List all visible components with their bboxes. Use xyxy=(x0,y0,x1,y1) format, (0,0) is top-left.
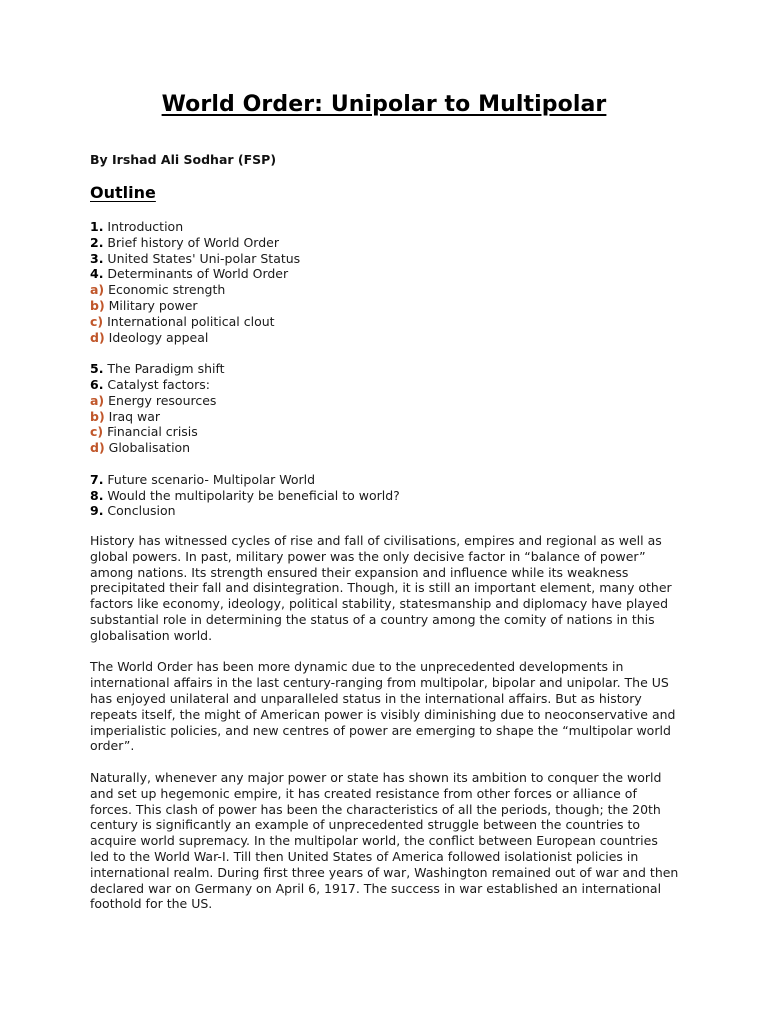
outline-heading: Outline xyxy=(90,183,156,202)
outline-list xyxy=(90,219,690,519)
outline-marker: 3. xyxy=(90,250,104,266)
outline-subitem xyxy=(90,282,690,298)
outline-item xyxy=(90,503,690,519)
outline-spacer xyxy=(90,345,690,361)
outline-marker: 1. xyxy=(90,219,104,234)
outline-subitem xyxy=(90,393,690,409)
outline-item-text: The Paradigm shift xyxy=(103,361,225,377)
outline-item-text: Military power xyxy=(104,297,198,313)
outline-marker: 9. xyxy=(90,503,104,519)
outline-marker: 6. xyxy=(90,376,104,392)
outline-subitem xyxy=(90,424,690,440)
outline-subitem xyxy=(90,330,690,346)
outline-item xyxy=(90,219,690,235)
outline-item-text: Financial crisis xyxy=(103,424,198,440)
outline-item-text: Energy resources xyxy=(104,392,217,408)
outline-item xyxy=(90,377,690,393)
outline-item-text: Brief history of World Order xyxy=(103,234,279,250)
outline-subitem xyxy=(90,314,690,330)
outline-subitem xyxy=(90,409,690,425)
outline-item-text: United States' Uni-polar Status xyxy=(103,250,301,266)
document-title: World Order: Unipolar to Multipolar xyxy=(161,92,607,117)
outline-item xyxy=(90,361,690,377)
outline-item-text: Ideology appeal xyxy=(104,329,209,345)
document-body xyxy=(90,533,680,928)
outline-item-text: Conclusion xyxy=(103,503,176,519)
body-paragraph: Naturally, whenever any major power or state has shown its ambition to conquer the world and set up hegemonic empire, it has created resistance from other forces or alliance of forces. This clash of power has been the characteristics of all the periods, though; the 20th century is significantly an example of unprecedented struggle between the countries to acquire world supremacy. In the multipolar world, the conflict between European countries led to the World War-I. Till then United States of America followed isolationist policies in international realm. During first three years of war, Washington remained out of war and then declared war on Germany on April 6, 1917. The success in war established an international foothold for the US. xyxy=(90,769,679,912)
outline-item xyxy=(90,251,690,267)
outline-item xyxy=(90,266,690,282)
outline-marker: a) xyxy=(90,392,105,408)
outline-item-text: Globalisation xyxy=(104,440,191,456)
outline-item xyxy=(90,235,690,251)
outline-spacer xyxy=(90,456,690,472)
outline-item xyxy=(90,472,690,488)
outline-subitem xyxy=(90,298,690,314)
author-byline: By Irshad Ali Sodhar (FSP) xyxy=(90,152,277,167)
outline-item-text: International political clout xyxy=(103,313,275,329)
outline-marker: 5. xyxy=(90,361,104,377)
outline-marker: b) xyxy=(90,297,105,313)
outline-marker: b) xyxy=(90,408,105,424)
outline-item-text: Catalyst factors: xyxy=(103,376,210,392)
outline-item-text: Would the multipolarity be beneficial to world? xyxy=(103,487,400,503)
body-paragraph: History has witnessed cycles of rise and fall of civilisations, empires and regional as well as global powers. In past, military power was the only decisive factor in “balance of power” among nations. Its strength ensured their expansion and influence while its weakness precipitated their fall and disintegration. Though, it is still an important element, many other factors like economy, ideology, political stability, statesmanship and diplomacy have played substantial role in determining the status of a country among the comity of nations in this globalisation world. xyxy=(90,533,672,643)
outline-marker: 2. xyxy=(90,234,104,250)
outline-item-text: Future scenario- Multipolar World xyxy=(103,471,316,487)
outline-marker: c) xyxy=(90,313,104,329)
body-paragraph: The World Order has been more dynamic due to the unprecedented developments in international affairs in the last century-ranging from multipolar, bipolar and unipolar. The US has enjoyed unilateral and unparalleled status in the international affairs. But as history repeats itself, the might of American power is visibly diminishing due to neoconservative and imperialistic policies, and new centres of power are emerging to shape the “multipolar world order”. xyxy=(90,659,676,754)
outline-marker: 8. xyxy=(90,487,104,503)
outline-item-text: Introduction xyxy=(103,219,184,234)
outline-item-text: Determinants of World Order xyxy=(103,266,289,282)
outline-marker: d) xyxy=(90,440,105,456)
outline-marker: d) xyxy=(90,329,105,345)
outline-subitem xyxy=(90,440,690,456)
outline-item-text: Economic strength xyxy=(104,282,226,298)
outline-item-text: Iraq war xyxy=(104,408,161,424)
outline-marker: 4. xyxy=(90,266,104,282)
outline-marker: a) xyxy=(90,282,105,298)
outline-marker: c) xyxy=(90,424,104,440)
outline-item xyxy=(90,488,690,504)
outline-marker: 7. xyxy=(90,471,104,487)
